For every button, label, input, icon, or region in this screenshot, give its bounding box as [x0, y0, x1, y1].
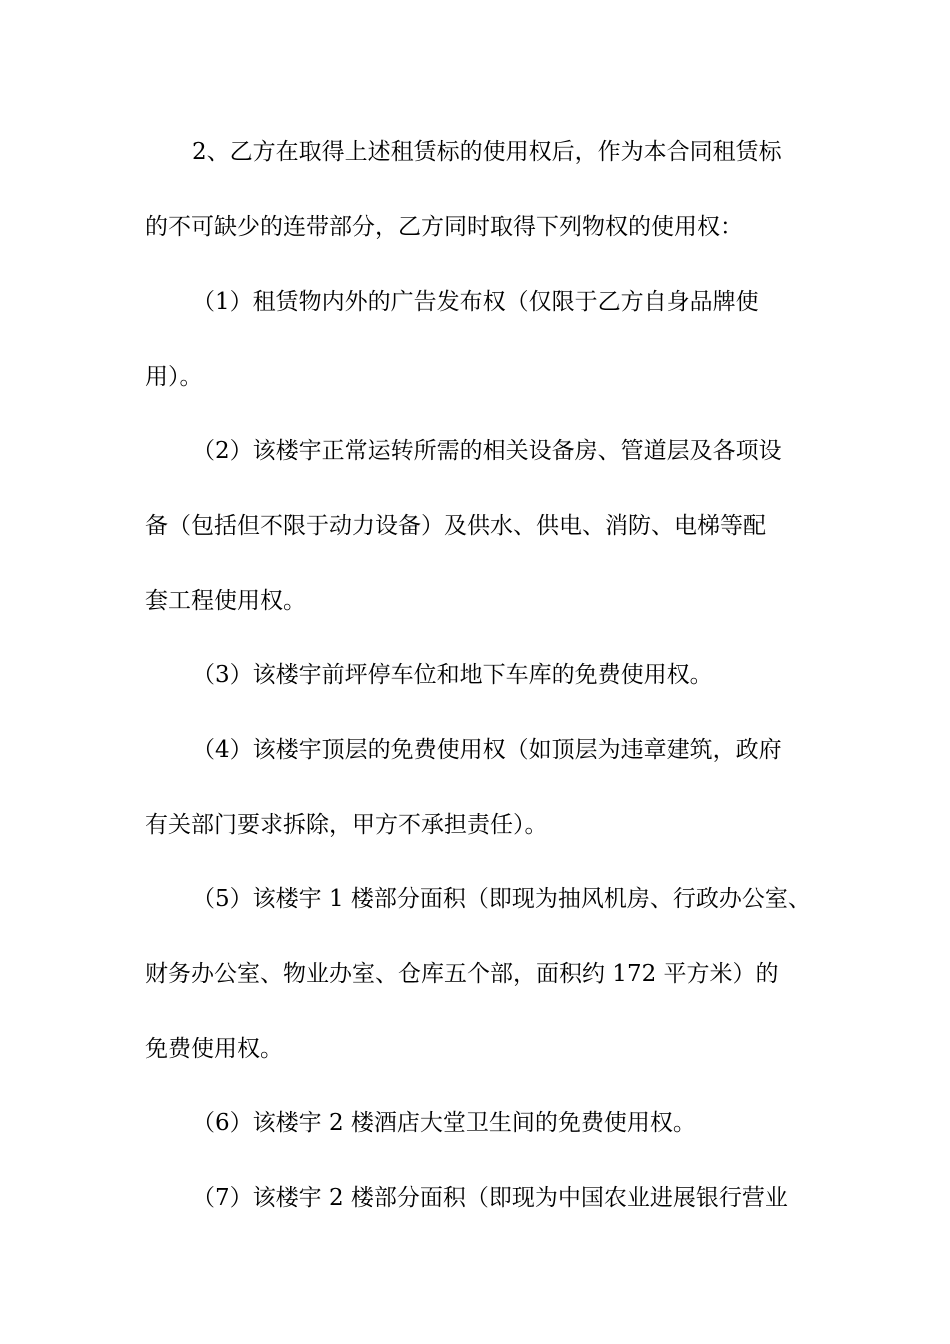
clause-2-line-2: 的不可缺少的连带部分，乙方同时取得下列物权的使用权： [145, 214, 743, 240]
item-2-line-1: （2）该楼宇正常运转所需的相关设备房、管道层及各项设 [192, 438, 782, 464]
item-7-line-1: （7）该楼宇 2 楼部分面积（即现为中国农业进展银行营业 [192, 1185, 788, 1211]
item-5-line-1: （5）该楼宇 1 楼部分面积（即现为抽风机房、行政办公室、 [192, 886, 811, 912]
item-2-line-3: 套工程使用权。 [145, 588, 306, 614]
item-4-line-1: （4）该楼宇顶层的免费使用权（如顶层为违章建筑，政府 [192, 737, 782, 763]
item-1-line-1: （1）租赁物内外的广告发布权（仅限于乙方自身品牌使 [192, 289, 759, 315]
item-3-line-1: （3）该楼宇前坪停车位和地下车库的免费使用权。 [192, 662, 713, 688]
item-1-line-2: 用）。 [145, 364, 203, 390]
clause-2-line-1: 2、乙方在取得上述租赁标的使用权后，作为本合同租赁标 [192, 139, 782, 165]
item-5-line-3: 免费使用权。 [145, 1036, 283, 1062]
item-6-line-1: （6）该楼宇 2 楼酒店大堂卫生间的免费使用权。 [192, 1110, 696, 1136]
item-5-line-2: 财务办公室、物业办室、仓库五个部，面积约 172 平方米）的 [145, 961, 779, 987]
item-4-line-2: 有关部门要求拆除，甲方不承担责任）。 [145, 812, 548, 838]
item-2-line-2: 备（包括但不限于动力设备）及供水、供电、消防、电梯等配 [145, 513, 766, 539]
